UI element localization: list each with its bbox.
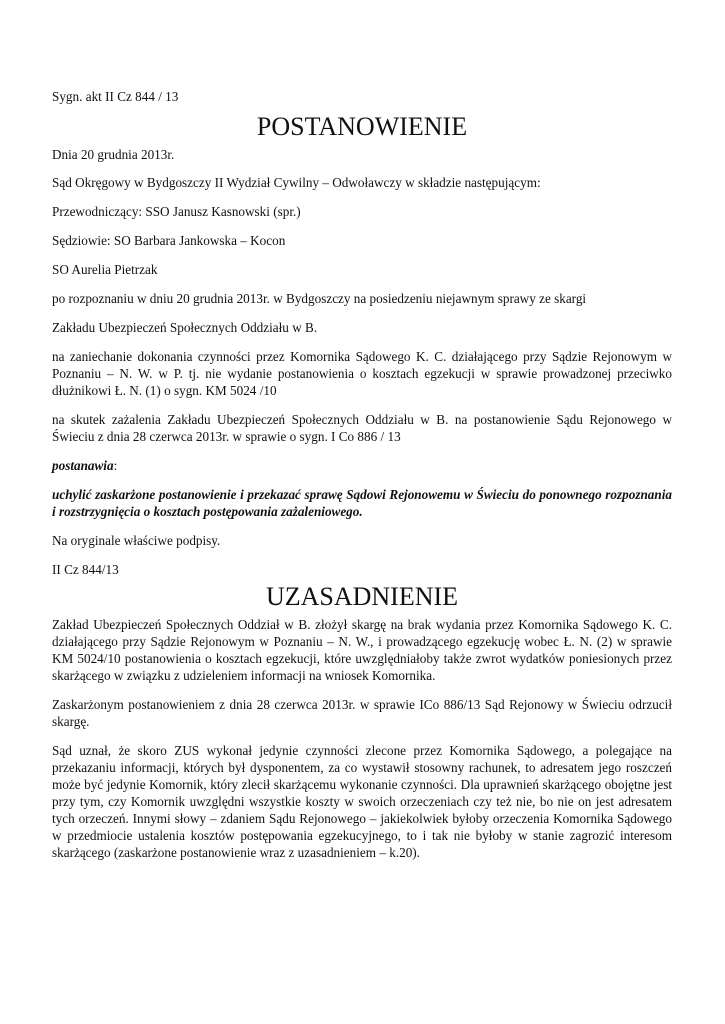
- justification-paragraph-3: Sąd uznał, że skoro ZUS wykonał jedynie czynności zlecone przez Komornika Sądowego, a polegające na przekazaniu informacji, których był dysponentem, za co wystawił stosowny rachunek, to adresatem jego roszczeń może być jedynie Komornik, który zlecił skarżącemu wykonanie czynności. Dla uprawnień skarżącego obojętne jest przy tym, czy Komornik uwzględni wszystkie koszty w swoich orzeczeniach czy też nie, bo nie on jest adresatem tych orzeczeń. Innymi słowy – zdaniem Sądu Rejonowego – jakiekolwiek byłoby orzeczenia Komornika Sądowego w przedmiocie ustalenia kosztów postępowania egzekucyjnego, to i tak nie byłoby w stanie zagrozić interesom skarżącego (zaskarżone postanowienie wraz z uzasadnieniem – k.20).: [52, 743, 672, 860]
- justification-title: UZASADNIENIE: [265, 582, 459, 611]
- second-judge: SO Aurelia Pietrzak: [52, 262, 158, 277]
- case-number-2: II Cz 844/13: [52, 562, 119, 577]
- judges-line: Sędziowie: SO Barbara Jankowska – Kocon: [52, 233, 286, 248]
- ruling-paragraph: uchylić zaskarżone postanowienie i przekazać sprawę Sądowi Rejonowemu w Świeciu do ponownego rozpoznania i rozstrzygnięcia o kosztach postępowania zażaleniowego.: [52, 487, 672, 519]
- court-composition-intro: Sąd Okręgowy w Bydgoszczy II Wydział Cywilny – Odwoławczy w składzie następującym:: [52, 175, 541, 190]
- justification-paragraph-2: Zaskarżonym postanowieniem z dnia 28 czerwca 2013r. w sprawie ICo 886/13 Sąd Rejonowy w Świeciu odrzucił skargę.: [52, 697, 672, 729]
- date-line: Dnia 20 grudnia 2013r.: [52, 147, 175, 162]
- decides-line: [52, 457, 672, 474]
- chair-judge: Przewodniczący: SSO Janusz Kasnowski (spr.): [52, 204, 301, 219]
- hearing-line: po rozpoznaniu w dniu 20 grudnia 2013r. w Bydgoszczy na posiedzeniu niejawnym sprawy ze skargi: [52, 291, 587, 306]
- decides-word: postanawia: [52, 458, 114, 473]
- case-signature: Sygn. akt II Cz 844 / 13: [52, 89, 179, 104]
- complaint-paragraph: na skutek zażalenia Zakładu Ubezpieczeń Społecznych Oddziału w B. na postanowienie Sądu Rejonowego w Świeciu z dnia 28 czerwca 2013r. w sprawie o sygn. I Co 886 / 13: [52, 412, 672, 444]
- document-page: [52, 88, 672, 861]
- justification-paragraph-1: Zakład Ubezpieczeń Społecznych Oddział w B. złożył skargę na brak wydania przez Komornika Sądowego K. C. działającego przy Sądzie Rejonowym w Poznaniu – N. W., i prowadzącego egzekucję wobec Ł. N. (2) w sprawie KM 5024/10 postanowienia o kosztach egzekucji, które uwzględniałoby także zwrot wydatków poniesionych przez skarżącego w związku z udzieleniem informacji na wniosek Komornika.: [52, 617, 672, 683]
- originals-note: Na oryginale właściwe podpisy.: [52, 533, 221, 548]
- decides-colon: :: [113, 458, 118, 473]
- document-title: POSTANOWIENIE: [256, 112, 468, 141]
- complainant-party: Zakładu Ubezpieczeń Społecznych Oddziału w B.: [52, 320, 318, 335]
- subject-paragraph: na zaniechanie dokonania czynności przez Komornika Sądowego K. C. działającego przy Sądzie Rejonowym w Poznaniu – N. W. w P. tj. nie wydanie postanowienia o kosztach egzekucji w sprawie prowadzonej przeciwko dłużnikowi Ł. N. (1) o sygn. KM 5024 /10: [52, 349, 672, 398]
